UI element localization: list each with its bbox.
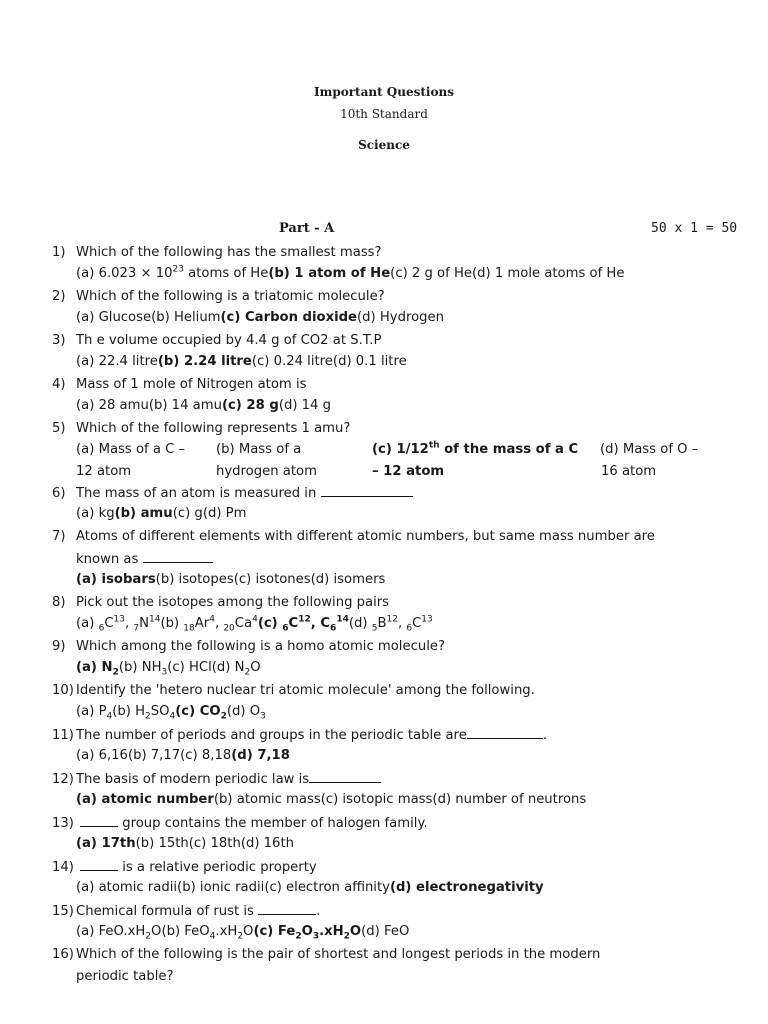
option-b: (b) isotopes [155, 572, 234, 587]
option-d-answer: (d) 7,18 [231, 748, 290, 763]
answer-blank [80, 856, 118, 871]
option-d: (d) $_5B^{12}$, $_6C^{13}$ [348, 614, 433, 634]
options-1 [76, 263, 746, 285]
answer-blank [143, 548, 213, 563]
option-a: (a) $P_4$ [76, 704, 113, 722]
answer-blank [258, 900, 316, 915]
options-7 [76, 569, 746, 591]
question-13 [52, 812, 742, 835]
question-number: 2) [52, 289, 66, 304]
question-number: 7) [52, 529, 66, 544]
option-b: (b) 15th [135, 836, 189, 851]
option-c-answer: (c) $CO_2$ [175, 704, 227, 722]
answer-blank [80, 812, 118, 827]
option-d: (d) 14 g [278, 398, 332, 413]
question-8 [52, 592, 742, 614]
option-b: (b) $H_2SO_4$ [112, 704, 176, 722]
option-c: (c) g [172, 506, 203, 521]
option-a: (a) atomic radii [76, 880, 178, 895]
option-a-answer: (a) $N_2$ [76, 660, 119, 678]
option-b: (b) 14 amu [148, 398, 222, 413]
document-title: Important Questions [314, 85, 454, 99]
option-b-answer: (b) 1 atom of He [268, 266, 391, 281]
option-d: (d) number of neutrons [432, 792, 587, 807]
option-c: (c) isotopic mass [320, 792, 433, 807]
options-6 [76, 503, 746, 525]
question-1 [52, 242, 742, 264]
option-c-answer: (c) $Fe_2O_3.xH_2O$ [253, 924, 362, 942]
question-text-cont: known as [76, 552, 139, 567]
question-number: 11) [52, 728, 74, 743]
question-text: Mass of 1 mole of Nitrogen atom is [76, 377, 307, 392]
options-2 [76, 307, 746, 329]
option-c: (c) isotones [233, 572, 311, 587]
question-text: The number of periods and groups in the periodic table are [76, 728, 467, 743]
option-d: (d) Hydrogen [357, 310, 444, 325]
option-d: (d) 1 mole atoms of He [471, 266, 625, 281]
part-label: Part - A [279, 221, 335, 236]
option-a: (a) $6.023 \times 10^{23}$ atoms of He [76, 264, 269, 281]
option-b-answer: (b) 2.24 litre [157, 354, 252, 369]
option-d: (d) FeO [361, 924, 410, 939]
question-4 [52, 374, 742, 396]
question-12 [52, 768, 742, 791]
question-10 [52, 680, 742, 702]
option-c: (c) electron affinity [264, 880, 390, 895]
question-text: Th e volume occupied by 4.4 g of CO2 at S.T.P [76, 333, 382, 348]
option-c: (c) 8,18 [180, 748, 232, 763]
document-subject: Science [358, 138, 410, 152]
question-text: Identify the 'hetero nuclear tri atomic molecule' among the following. [76, 683, 535, 698]
question-15: 15) Chemical formula of rust is . [52, 900, 742, 923]
question-text: Pick out the isotopes among the following pairs [76, 595, 390, 610]
options-15 [76, 921, 746, 943]
option-a: (a) 6,16 [76, 748, 128, 763]
question-text: Which of the following represents 1 amu? [76, 421, 351, 436]
option-c-answer: (c) 1/12th of the mass of a C – 12 atom [372, 440, 579, 479]
option-a: (a) Mass of a C – 12 atom [76, 442, 186, 479]
options-8 [76, 613, 746, 635]
option-b: (b) $NH_3$ [118, 660, 168, 678]
question-text: Chemical formula of rust is [76, 904, 254, 919]
option-b-answer: (b) amu [114, 506, 173, 521]
option-a-answer: (a) 17th [76, 836, 136, 851]
question-number: 9) [52, 639, 66, 654]
question-number: 1) [52, 245, 66, 260]
options-3 [76, 351, 746, 373]
options-4 [76, 395, 746, 417]
question-number: 14) [52, 860, 74, 875]
option-c: (c) 2 g of He [390, 266, 472, 281]
option-a: (a) $FeO.xH_2O$ [76, 924, 162, 942]
option-c: (c) 0.24 litre [251, 354, 333, 369]
option-c: (c) 18th [188, 836, 241, 851]
option-a: (a) $_6C^{13}$, $_7N^{14}$ [76, 614, 161, 634]
options-9 [76, 657, 746, 679]
question-number: 13) [52, 816, 74, 831]
option-d: (d) isomers [310, 572, 386, 587]
question-text: The mass of an atom is measured in [76, 486, 317, 501]
option-c: (c) HCl [167, 660, 212, 675]
question-3 [52, 330, 742, 352]
question-5 [52, 418, 742, 440]
option-b: (b) Mass of a hydrogen atom [216, 442, 317, 479]
options-14 [76, 877, 746, 899]
question-text: is a relative periodic property [118, 860, 317, 875]
part-marks: 50 x 1 = 50 [651, 221, 738, 236]
option-a: (a) 28 amu [76, 398, 149, 413]
option-d: (d) 0.1 litre [332, 354, 407, 369]
question-6 [52, 482, 742, 505]
options-10 [76, 701, 746, 723]
question-text: Which among the following is a homo atomic molecule? [76, 639, 445, 654]
document-standard: 10th Standard [340, 107, 428, 121]
question-number: 6) [52, 486, 66, 501]
question-text: Which of the following is the pair of shortest and longest periods in the modern [76, 947, 601, 962]
option-b: (b) Helium [151, 310, 221, 325]
answer-blank [321, 482, 413, 497]
question-number: 10) [52, 683, 74, 698]
option-b: (b) 7,17 [127, 748, 181, 763]
options-13 [76, 833, 746, 855]
question-text: The basis of modern periodic law is [76, 772, 310, 787]
option-a: (a) Glucose [76, 310, 152, 325]
answer-blank [467, 724, 543, 739]
question-text-cont: periodic table? [76, 969, 174, 984]
question-number: 12) [52, 772, 74, 787]
option-b: (b) $FeO_4.xH_2O$ [161, 924, 254, 942]
question-11: 11) The number of periods and groups in the periodic table are . [52, 724, 742, 747]
question-number: 15) [52, 904, 74, 919]
question-2 [52, 286, 742, 308]
question-number: 8) [52, 595, 66, 610]
option-d: (d) $N_2O$ [211, 660, 261, 678]
option-b: (b) ionic radii [177, 880, 265, 895]
options-12 [76, 789, 746, 811]
question-text: Which of the following is a triatomic molecule? [76, 289, 385, 304]
question-text: Atoms of different elements with different atomic numbers, but same mass number are [76, 529, 655, 544]
answer-blank [309, 768, 381, 783]
option-d: (d) 16th [240, 836, 294, 851]
question-text: Which of the following has the smallest mass? [76, 245, 382, 260]
option-d: (d) $O_3$ [226, 704, 266, 722]
question-number: 3) [52, 333, 66, 348]
option-b: (b) $_{18}Ar^4$, $_{20}Ca^4$ [160, 614, 258, 634]
question-16 [52, 944, 742, 988]
option-b: (b) atomic mass [213, 792, 321, 807]
option-a: (a) kg [76, 506, 115, 521]
option-d: (d) Mass of O – 16 atom [600, 442, 699, 479]
option-c-answer: (c) 28 g [221, 398, 279, 413]
option-c-answer: (c) $_6C^{12}$, $C_6^{14}$ [257, 614, 349, 634]
option-d: (d) Pm [202, 506, 247, 521]
question-7 [52, 526, 742, 571]
option-a-answer: (a) atomic number [76, 792, 214, 807]
question-9 [52, 636, 742, 658]
option-c-answer: (c) Carbon dioxide [220, 310, 357, 325]
question-14 [52, 856, 742, 879]
question-text: group contains the member of halogen family. [118, 816, 428, 831]
option-d-answer: (d) electronegativity [389, 880, 544, 895]
question-number: 5) [52, 421, 66, 436]
option-a: (a) 22.4 litre [76, 354, 158, 369]
question-number: 4) [52, 377, 66, 392]
option-a-answer: (a) isobars [76, 572, 156, 587]
question-number: 16) [52, 947, 74, 962]
options-11 [76, 745, 746, 767]
